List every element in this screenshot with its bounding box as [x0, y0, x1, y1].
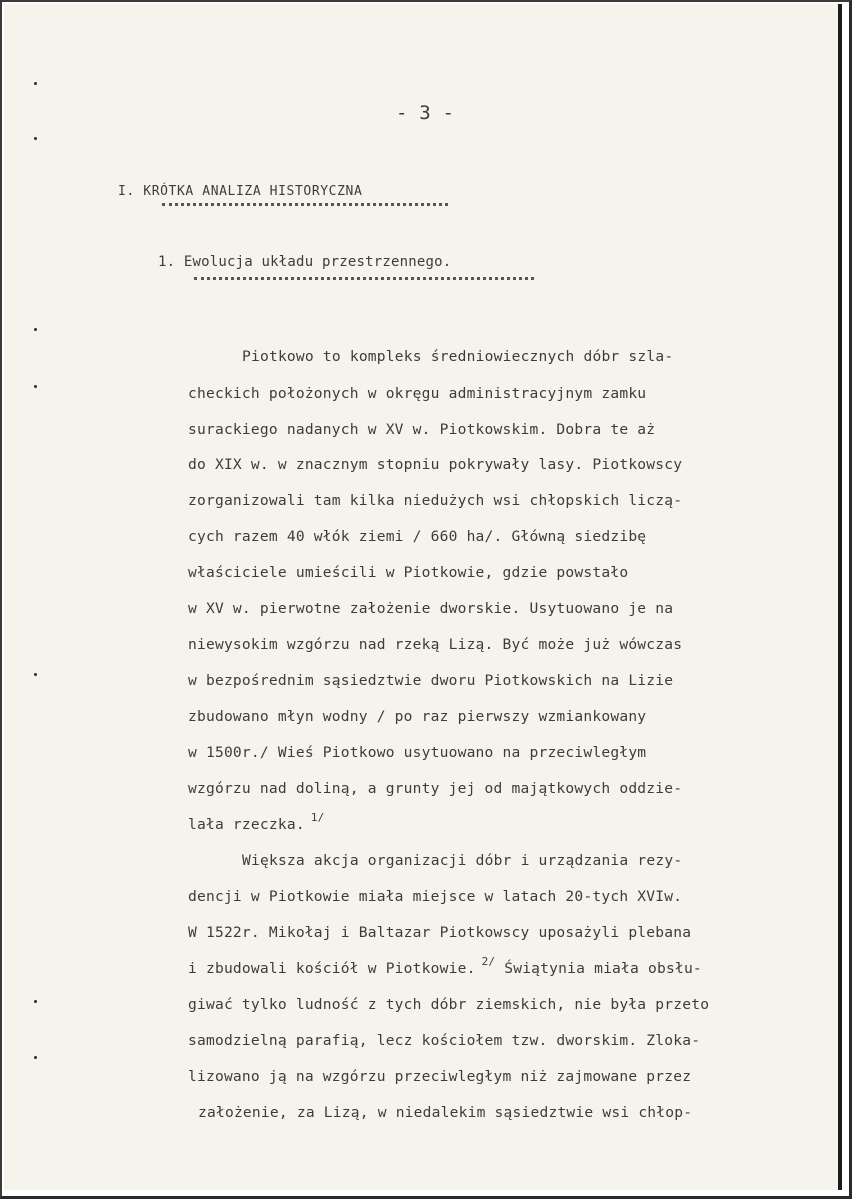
margin-mark	[34, 673, 37, 676]
page-number: - 3 -	[396, 102, 455, 124]
paragraph-1-line-14-text: lała rzeczka.	[188, 816, 305, 833]
paragraph-1-line-13: wzgórzu nad doliną, a grunty jej od majątkowych oddzie-	[188, 780, 683, 797]
paragraph-1-line-11: zbudowano młyn wodny / po raz pierwszy wzmiankowany	[188, 708, 647, 725]
subsection-heading: 1. Ewolucja układu przestrzennego.	[158, 254, 452, 270]
footnote-2-marker: 2/	[481, 955, 496, 968]
paragraph-2-line-4	[188, 955, 702, 979]
paragraph-1-line-2: checkich położonych w okręgu administracyjnym zamku	[188, 385, 647, 402]
paragraph-2-line-8: założenie, za Lizą, w niedalekim sąsiedztwie wsi chłop-	[198, 1104, 693, 1121]
section-heading: I. KRÓTKA ANALIZA HISTORYCZNA	[118, 184, 363, 199]
paragraph-1-line-1: Piotkowo to kompleks średniowiecznych dóbr szla-	[242, 348, 674, 365]
footnote-1-marker: 1/	[310, 811, 325, 824]
margin-mark	[34, 385, 37, 388]
paragraph-1-line-14	[188, 811, 325, 835]
paragraph-1-line-6: cych razem 40 włók ziemi / 660 ha/. Główną siedzibę	[188, 528, 647, 545]
subheading-underline	[194, 277, 534, 280]
margin-mark	[34, 82, 37, 85]
margin-mark	[34, 1056, 37, 1059]
paragraph-1-line-10: w bezpośrednim sąsiedztwie dworu Piotkowskich na Lizie	[188, 672, 674, 689]
paragraph-2-line-5: giwać tylko ludność z tych dóbr ziemskich, nie była przeto	[188, 996, 710, 1013]
paragraph-1-line-8: w XV w. pierwotne założenie dworskie. Usytuowano je na	[188, 600, 674, 617]
paragraph-2-line-4-rest: Świątynia miała obsłu-	[504, 960, 702, 977]
paragraph-2-line-7: lizowano ją na wzgórzu przeciwległym niż zajmowane przez	[188, 1068, 692, 1085]
paragraph-2-line-2: dencji w Piotkowie miała miejsce w latach 20-tych XVIw.	[188, 888, 683, 905]
paragraph-1-line-3: surackiego nadanych w XV w. Piotkowskim. Dobra te aż	[188, 421, 656, 438]
paragraph-1-line-4: do XIX w. w znacznym stopniu pokrywały lasy. Piotkowscy	[188, 456, 683, 473]
paragraph-1-line-9: niewysokim wzgórzu nad rzeką Lizą. Być może już wówczas	[188, 636, 683, 653]
paragraph-1-line-7: właściciele umieścili w Piotkowie, gdzie powstało	[188, 564, 629, 581]
paragraph-2-line-4-text: i zbudowali kościół w Piotkowie.	[188, 960, 476, 977]
paragraph-2-line-3: W 1522r. Mikołaj i Baltazar Piotkowscy uposażyli plebana	[188, 924, 692, 941]
heading-underline	[162, 203, 448, 206]
paragraph-2-line-6: samodzielną parafią, lecz kościołem tzw. dworskim. Zloka-	[188, 1032, 701, 1049]
margin-mark	[34, 328, 37, 331]
paragraph-1-line-5: zorganizowali tam kilka niedużych wsi chłopskich liczą-	[188, 492, 683, 509]
margin-mark	[34, 1000, 37, 1003]
margin-mark	[34, 137, 37, 140]
paragraph-2-line-1: Większa akcja organizacji dóbr i urządzania rezy-	[242, 852, 683, 869]
paragraph-1-line-12: w 1500r./ Wieś Piotkowo usytuowano na przeciwległym	[188, 744, 647, 761]
typewritten-page	[4, 4, 842, 1190]
